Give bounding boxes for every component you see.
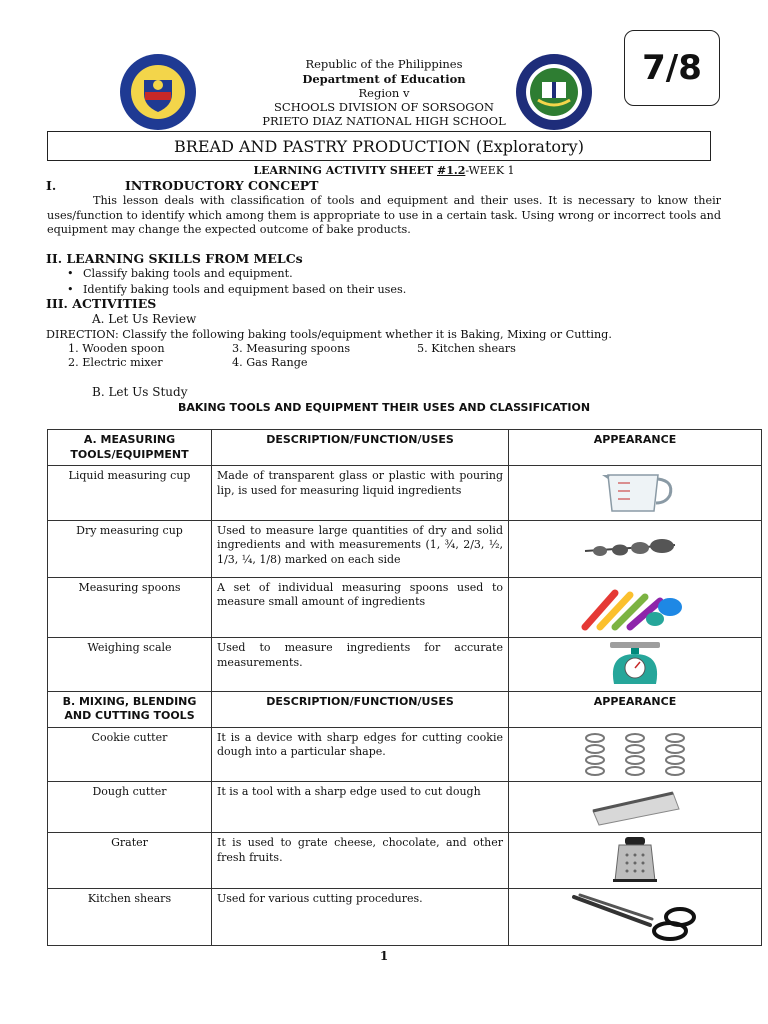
table-header-row [48,691,762,727]
header-tools-b: B. MIXING, BLENDING AND CUTTING TOOLS [48,691,212,727]
tool-name: Dough cutter [48,782,212,833]
dry-measuring-cup-image [509,520,762,577]
table-row [48,727,762,782]
tool-name: Cookie cutter [48,727,212,782]
table-row [48,577,762,638]
weighing-scale-image [509,638,762,692]
header-region: Region v [358,86,410,100]
table-row [48,638,762,692]
header-division: SCHOOLS DIVISION OF SORSOGON [274,100,494,114]
table-row [48,520,762,577]
table-row [48,782,762,833]
kitchen-shears-image [509,888,762,946]
header-school: PRIETO DIAZ NATIONAL HIGH SCHOOL [262,114,506,128]
tool-name: Liquid measuring cup [48,466,212,521]
measuring-spoons-image [509,577,762,638]
tool-name: Measuring spoons [48,577,212,638]
table-title: BAKING TOOLS AND EQUIPMENT THEIR USES AND CLASSIFICATION [177,401,591,414]
section1-number: I. [46,178,57,193]
tool-description: It is used to grate cheese, chocolate, and other fresh fruits. [212,833,509,889]
tool-name: Dry measuring cup [48,520,212,577]
tool-description: It is a tool with a sharp edge used to cut dough [212,782,509,833]
review-item: 5. Kitchen shears [417,342,516,355]
table-row [48,833,762,889]
tools-table [47,429,762,946]
tool-description: Used for various cutting procedures. [212,888,509,946]
direction-text: DIRECTION: Classify the following baking tools/equipment whether it is Baking, Mixing or Cutting. [46,328,612,341]
header-appearance: APPEARANCE [509,430,762,466]
review-item: 3. Measuring spoons [232,342,351,355]
table-header-row [48,430,762,466]
review-item: 2. Electric mixer [68,356,163,369]
review-item: 4. Gas Range [232,356,308,369]
header-description: DESCRIPTION/FUNCTION/USES [212,430,509,466]
skill-item: • Classify baking tools and equipment. [57,267,406,282]
tool-name: Weighing scale [48,638,212,692]
section3-heading: III. ACTIVITIES [46,296,157,311]
tool-description: Made of transparent glass or plastic with pouring lip, is used for measuring liquid ingredients [212,466,509,521]
table-row [48,888,762,946]
header-tools-a: A. MEASURING TOOLS/EQUIPMENT [48,430,212,466]
sheet-number: #1.2 [437,164,466,177]
sheet-week: -WEEK 1 [465,164,515,177]
tool-name: Kitchen shears [48,888,212,946]
tool-description: A set of individual measuring spoons used to measure small amount of ingredients [212,577,509,638]
liquid-measuring-cup-image [509,466,762,521]
grater-image [509,833,762,889]
grade-box: 7/8 [624,30,720,106]
section2-heading: II. LEARNING SKILLS FROM MELCs [46,251,303,266]
tool-name: Grater [48,833,212,889]
dough-cutter-image [509,782,762,833]
review-heading: A. Let Us Review [92,312,197,326]
page-number: 1 [379,949,389,963]
header-department: Department of Education [302,72,466,86]
study-heading: B. Let Us Study [92,385,188,399]
tool-description: Used to measure ingredients for accurate measurements. [212,638,509,692]
skills-list [57,267,406,297]
review-item: 1. Wooden spoon [68,342,165,355]
header-appearance: APPEARANCE [509,691,762,727]
table-row [48,466,762,521]
header-republic: Republic of the Philippines [305,57,463,71]
page-title: BREAD AND PASTRY PRODUCTION (Exploratory) [47,131,711,161]
cookie-cutter-image [509,727,762,782]
tool-description: It is a device with sharp edges for cutting cookie dough into a particular shape. [212,727,509,782]
section1-body: This lesson deals with classification of tools and equipment and their uses. It is necessary to know their uses/function to identify which among them is appropriate to use in a certain task. Using wrong or incorrect tools and equipment may change the expected outcome of bake products. [47,194,721,236]
skill-item: • Identify baking tools and equipment based on their uses. [57,283,406,298]
sheet-prefix: LEARNING ACTIVITY SHEET [253,164,437,177]
tool-description: Used to measure large quantities of dry and solid ingredients and with measurements (1, ¾, 2/3, ½, 1/3, ¼, 1/8) marked on each side [212,520,509,577]
section1-heading: INTRODUCTORY CONCEPT [125,178,319,193]
header-description: DESCRIPTION/FUNCTION/USES [212,691,509,727]
sheet-label [0,164,768,177]
